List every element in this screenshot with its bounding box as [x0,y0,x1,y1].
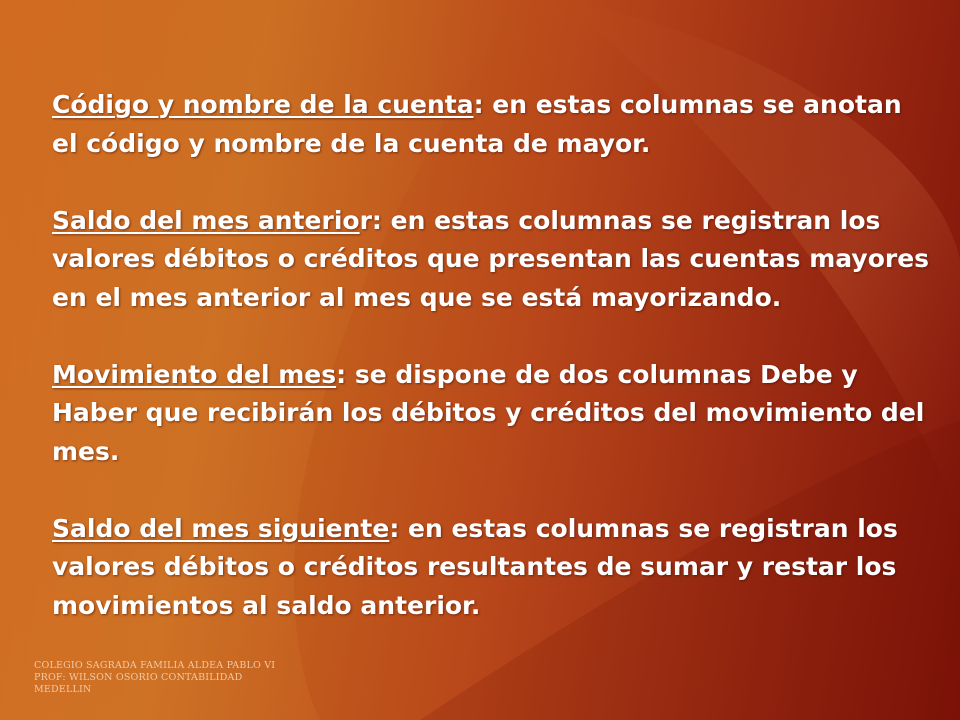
term-movimiento: Movimiento del mes [52,359,337,389]
slide-content [52,86,932,664]
footer [34,660,275,696]
paragraph-saldo-anterior [52,202,932,318]
paragraph-movimiento [52,356,932,472]
paragraph-codigo-nombre [52,86,932,163]
footer-school: COLEGIO SAGRADA FAMILIA ALDEA PABLO VI [34,660,276,671]
paragraph-text: : se dispone de dos columnas Debe y Haber que recibirán los débitos y créditos del movimiento del mes. [52,359,925,466]
term-saldo-siguiente: Saldo del mes siguiente [52,513,390,543]
term-saldo-anterior: Saldo del mes anterio [52,205,360,235]
paragraph-text: : en estas columnas se registran los valores débitos o créditos resultantes de sumar y restar los movimientos al saldo anterior. [52,513,898,620]
term-codigo-nombre: Código y nombre de la cuenta [52,90,474,119]
paragraph-text: r: en estas columnas se registran los valores débitos o créditos que presentan las cuentas mayores en el mes anterior al mes que se está mayorizando. [52,205,930,312]
footer-teacher: PROF: WILSON OSORIO CONTABILIDAD [34,672,243,683]
footer-city: MEDELLIN [34,684,92,695]
paragraph-saldo-siguiente [52,510,932,626]
paragraph-text: : en estas columnas se anotan el código y nombre de la cuenta de mayor. [52,90,902,158]
